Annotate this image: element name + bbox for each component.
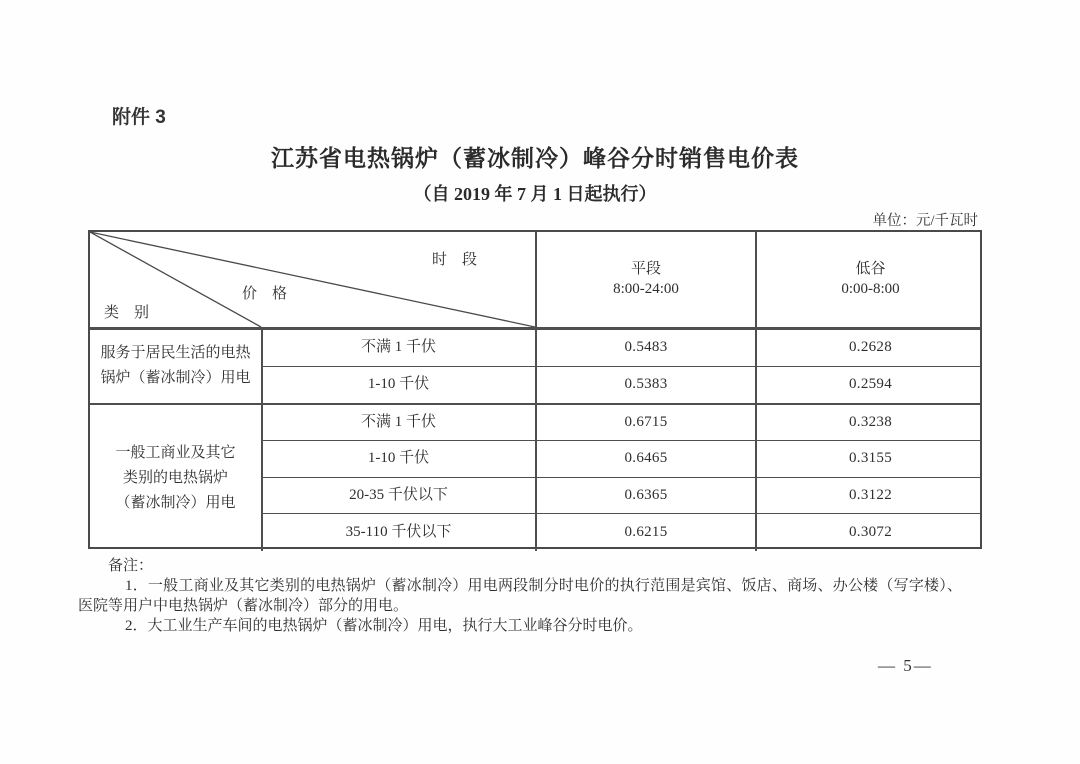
corner-price-label: 价 格 xyxy=(242,286,288,302)
effective-date-subtitle: （自 2019 年 7 月 1 日起执行） xyxy=(413,184,657,204)
note-item-2: 2．大工业生产车间的电热锅炉（蓄冰制冷）用电，执行大工业峰谷分时电价。 xyxy=(125,618,643,634)
voltage-cell: 1-10 千伏 xyxy=(367,376,430,393)
note-item-1: 1．一般工商业及其它类别的电热锅炉（蓄冰制冷）用电两段制分时电价的执行范围是宾馆、饭店、商场、办公楼（写字楼）、医院等用户中电热锅炉（蓄冰制冷）部分的用电。 xyxy=(78,578,962,614)
corner-category-label: 类 别 xyxy=(104,305,150,321)
valley-price-cell: 0.3238 xyxy=(848,413,893,430)
category-commercial xyxy=(90,405,261,551)
diagonal-header-cell xyxy=(90,232,535,327)
flat-price-cell: 0.6215 xyxy=(624,523,668,540)
category-line: 类别的电热锅炉 xyxy=(122,469,228,486)
flat-price-cell: 0.5483 xyxy=(624,339,668,356)
voltage-cell: 1-10 千伏 xyxy=(367,450,430,467)
category-line: 一般工商业及其它 xyxy=(115,444,236,461)
valley-price-cell: 0.3122 xyxy=(848,486,893,503)
attachment-label: 附件 3 xyxy=(112,107,166,128)
voltage-cell: 不满 1 千伏 xyxy=(360,413,436,430)
flat-price-cell: 0.6465 xyxy=(624,450,668,467)
page-title: 江苏省电热锅炉（蓄冰制冷）峰谷分时销售电价表 xyxy=(271,146,799,171)
voltage-cell: 不满 1 千伏 xyxy=(360,339,436,356)
flat-price-cell: 0.6365 xyxy=(624,486,668,503)
page-number: — 5— xyxy=(878,656,933,675)
valley-price-cell: 0.2628 xyxy=(848,339,893,356)
valley-price-cell: 0.2594 xyxy=(848,376,893,393)
voltage-cell: 35-110 千伏以下 xyxy=(345,523,452,540)
valley-price-cell: 0.3155 xyxy=(848,450,893,467)
category-line: 锅炉（蓄冰制冷）用电 xyxy=(100,370,251,386)
column-header-valley-hours: 0:00-8:00 xyxy=(841,280,900,297)
corner-period-label: 时 段 xyxy=(432,252,478,268)
flat-price-cell: 0.5383 xyxy=(624,376,668,393)
valley-price-cell: 0.3072 xyxy=(848,523,893,540)
column-header-flat-name: 平段 xyxy=(630,261,661,277)
notes-header: 备注： xyxy=(108,558,154,574)
diagonal-lines xyxy=(90,232,535,327)
column-header-flat xyxy=(537,232,755,327)
voltage-cell: 20-35 千伏以下 xyxy=(349,486,448,503)
unit-note: 单位：元/千瓦时 xyxy=(872,213,978,229)
column-header-flat-hours: 8:00-24:00 xyxy=(613,280,679,297)
category-residential xyxy=(90,329,261,403)
column-header-valley-name: 低谷 xyxy=(855,261,886,277)
category-line: 服务于居民生活的电热 xyxy=(100,345,251,361)
notes-section xyxy=(78,556,962,636)
price-table xyxy=(88,230,982,549)
category-line: （蓄冰制冷）用电 xyxy=(115,494,236,511)
flat-price-cell: 0.6715 xyxy=(624,413,668,430)
column-header-valley xyxy=(757,232,984,327)
